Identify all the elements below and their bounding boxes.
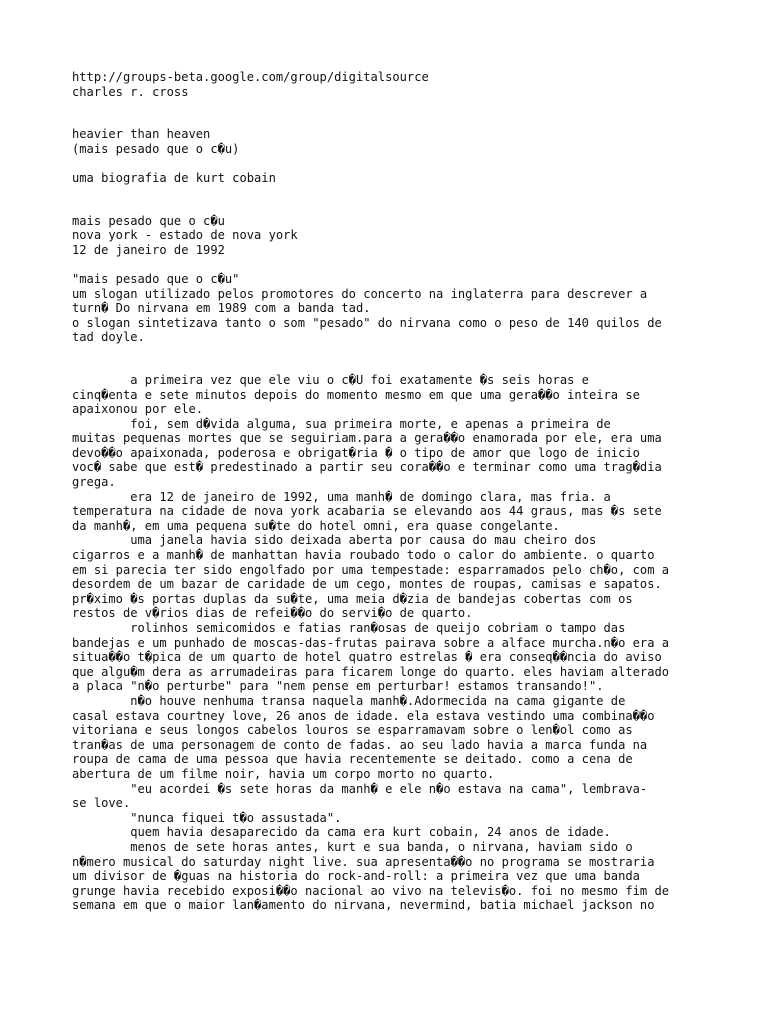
body-text-line: grunge havia recebido exposi��o nacional ao vivo na televis�o. foi no mesmo fim de [72, 883, 670, 898]
source-url: http://groups-beta.google.com/group/digitalsource [72, 70, 429, 84]
body-text-line: vitoriana e seus longos cabelos louros se esparramavam sobre o len�ol como as [72, 723, 633, 738]
body-text-line: tran�as de uma personagem de conto de fadas. ao seu lado havia a marca funda na [72, 737, 648, 752]
body-text-line: cinq�enta e sete minutos depois do momento mesmo em que uma gera��o inteira se [72, 387, 640, 402]
book-subtitle: uma biografia de kurt cobain [72, 170, 276, 185]
body-text-line: uma janela havia sido deixada aberta por causa do mau cheiro dos [72, 533, 597, 548]
body-text-line: rolinhos semicomidos e fatias ran�osas de queijo cobriam o tampo das [72, 621, 626, 635]
body-text-line: devo��o apaixonada, poderosa e obrigat�ria � o tipo de amor que logo de inicio [72, 445, 640, 460]
body-text-line: situa��o t�pica de um quarto de hotel quatro estrelas � era conseq��ncia do aviso [72, 650, 662, 665]
body-text-line: era 12 de janeiro de 1992, uma manh� de domingo clara, mas fria. a [72, 489, 611, 504]
body-text-line: desordem de um bazar de caridade de um cego, montes de roupas, camisas e sapatos. [72, 577, 662, 592]
chapter-location: nova york - estado de nova york [72, 228, 298, 243]
chapter-title: mais pesado que o c�u [72, 213, 225, 228]
body-text-line: quem havia desaparecido da cama era kurt cobain, 24 anos de idade. [72, 825, 611, 840]
body-text-line: a placa "n�o perturbe" para "nem pense em perturbar! estamos transando!". [72, 679, 604, 694]
body-text-line: a primeira vez que ele viu o c�U foi exatamente �s seis horas e [72, 372, 589, 387]
epigraph-line: turn� Do nirvana em 1989 com a banda tad. [72, 301, 371, 316]
body-text-line: menos de sete horas antes, kurt e sua banda, o nirvana, haviam sido o [72, 839, 633, 854]
body-text-line: apaixonou por ele. [72, 402, 204, 417]
body-text-line: "eu acordei �s sete horas da manh� e ele n�o estava na cama", lembrava- [72, 781, 648, 796]
epigraph-line: um slogan utilizado pelos promotores do concerto na inglaterra para descrever a [72, 286, 648, 301]
body-text-line: foi, sem d�vida alguma, sua primeira morte, e apenas a primeira de [72, 416, 611, 431]
book-title-translation: (mais pesado que o c�u) [72, 141, 240, 156]
epigraph-line: tad doyle. [72, 330, 145, 345]
body-text-line: semana em que o maior lan�amento do nirvana, nevermind, batia michael jackson no [72, 898, 655, 913]
body-text-line: em si parecia ter sido engolfado por uma tempestade: esparramados pelo ch�o, com a [72, 562, 670, 577]
document-page [72, 70, 692, 913]
body-text-line: bandejas e um punhado de moscas-das-frutas pairava sobre a alface murcha.n�o era a [72, 635, 670, 650]
body-text-line: cigarros e a manh� de manhattan havia roubado todo o calor do ambiente. o quarto [72, 548, 655, 563]
body-text-line: da manh�, em uma pequena su�te do hotel omni, era quase congelante. [72, 518, 560, 533]
book-title: heavier than heaven [72, 127, 211, 142]
body-text-line: muitas pequenas mortes que se seguiriam.para a gera��o enamorada por ele, era uma [72, 431, 662, 446]
chapter-date: 12 de janeiro de 1992 [72, 242, 225, 257]
body-text-line: roupa de cama de uma pessoa que havia recentemente se deitado. como a cena de [72, 752, 633, 767]
body-text [72, 373, 692, 913]
body-text-line: se love. [72, 796, 131, 811]
body-text-line: um divisor de �guas na historia do rock-and-roll: a primeira vez que uma banda [72, 869, 640, 884]
author-name: charles r. cross [72, 84, 189, 99]
epigraph-line: "mais pesado que o c�u" [72, 271, 240, 286]
body-text-line: temperatura na cidade de nova york acabaria se elevando aos 44 graus, mas �s sete [72, 504, 662, 519]
body-text-line: n�o houve nenhuma transa naquela manh�.Adormecida na cama gigante de [72, 693, 626, 708]
body-text-line: voc� sabe que est� predestinado a partir seu cora��o e terminar como uma trag�dia [72, 460, 662, 475]
body-text-line: abertura de um filme noir, havia um corpo morto no quarto. [72, 766, 495, 781]
epigraph [72, 272, 692, 345]
body-text-line: que algu�m dera as arrumadeiras para ficarem longe do quarto. eles haviam alterado [72, 664, 670, 679]
body-text-line: pr�ximo �s portas duplas da su�te, uma meia d�zia de bandejas cobertas com os [72, 591, 633, 606]
body-text-line: restos de v�rios dias de refei��o do servi�o de quarto. [72, 606, 473, 621]
body-text-line: n�mero musical do saturday night live. sua apresenta��o no programa se mostraria [72, 854, 655, 869]
body-text-line: "nunca fiquei t�o assustada". [72, 810, 342, 825]
body-text-line: grega. [72, 475, 116, 490]
epigraph-line: o slogan sintetizava tanto o som "pesado" do nirvana como o peso de 140 quilos de [72, 315, 662, 330]
body-text-line: casal estava courtney love, 26 anos de idade. ela estava vestindo uma combina��o [72, 708, 655, 723]
